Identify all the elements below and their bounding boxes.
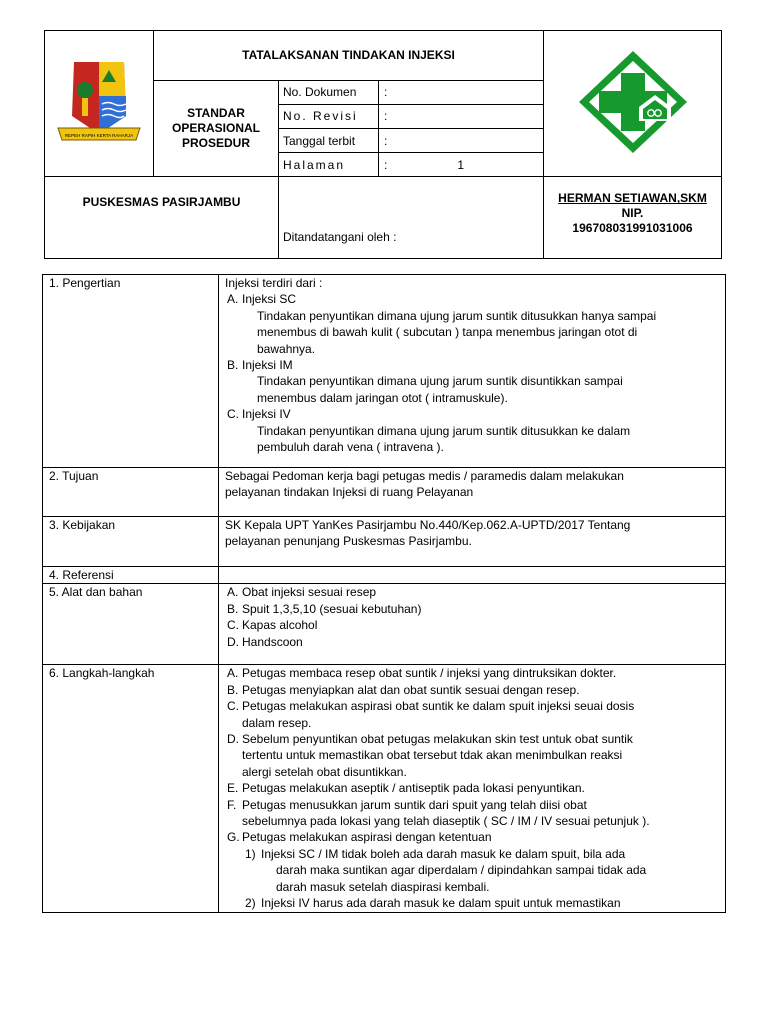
item-line: dalam resep. bbox=[242, 715, 312, 730]
list-item bbox=[225, 682, 720, 698]
signer-nip: 196708031991031006 bbox=[572, 221, 693, 236]
sop-content-table bbox=[42, 274, 726, 913]
equipment-list bbox=[225, 584, 720, 650]
list-item bbox=[225, 665, 720, 681]
list-marker: F. bbox=[227, 797, 237, 812]
item-line: darah masuk setelah diaspirasi kembali. bbox=[276, 879, 490, 894]
list-item bbox=[225, 601, 720, 617]
section-row bbox=[43, 665, 726, 912]
doc-number-label: No. Dokumen bbox=[279, 80, 379, 104]
document-title: TATALAKSANAN TINDAKAN INJEKSI bbox=[154, 31, 544, 81]
regency-logo-cell bbox=[45, 31, 154, 177]
section-row bbox=[43, 517, 726, 567]
item-line: Petugas melakukan aspirasi dengan ketentuan bbox=[242, 830, 492, 845]
regency-shield-icon bbox=[54, 56, 144, 148]
list-marker: C. bbox=[227, 699, 239, 714]
item-line: Sebelum penyuntikan obat petugas melakukan skin test untuk obat suntik bbox=[242, 732, 633, 747]
section-body bbox=[219, 517, 726, 567]
list-marker: B. bbox=[227, 358, 239, 373]
section-row bbox=[43, 468, 726, 517]
section-key: 4. Referensi bbox=[43, 567, 219, 584]
list-marker: C. bbox=[227, 618, 239, 633]
sop-header-table bbox=[44, 30, 722, 259]
item-line: Petugas melakukan aseptik / antiseptik pada lokasi penyuntikan. bbox=[242, 781, 585, 796]
section-line: pelayanan tindakan Injeksi di ruang Pelayanan bbox=[225, 485, 474, 500]
sub-list-item bbox=[225, 846, 720, 895]
list-item bbox=[225, 634, 720, 650]
list-item bbox=[225, 731, 720, 780]
issue-date-value: : bbox=[379, 129, 544, 153]
item-line: Spuit 1,3,5,10 (sesuai kebutuhan) bbox=[242, 601, 422, 616]
item-line: pembuluh darah vena ( intravena ). bbox=[257, 440, 444, 455]
item-line: Petugas melakukan aspirasi obat suntik ke dalam spuit injeksi seuai dosis bbox=[242, 699, 635, 714]
signer-name: HERMAN SETIAWAN,SKM bbox=[558, 191, 707, 206]
list-marker: D. bbox=[227, 732, 239, 747]
sop-label bbox=[154, 80, 279, 177]
regency-motto: REPEH RAPIH KERTA RAHARJA bbox=[64, 133, 134, 139]
item-line: Tindakan penyuntikan dimana ujung jarum suntik ditusukkan ke dalam bbox=[257, 423, 631, 438]
list-item bbox=[225, 291, 720, 357]
list-marker: E. bbox=[227, 781, 239, 796]
section-body bbox=[219, 567, 726, 584]
item-line: Obat injeksi sesuai resep bbox=[242, 585, 377, 600]
section-body bbox=[219, 584, 726, 665]
section-body bbox=[219, 665, 726, 912]
section-line: pelayanan penunjang Puskesmas Pasirjambu. bbox=[225, 534, 472, 549]
list-item bbox=[225, 617, 720, 633]
section-body bbox=[219, 468, 726, 517]
signer-block bbox=[544, 177, 722, 259]
sop-label-line-1: STANDAR bbox=[187, 106, 245, 120]
item-line: Tindakan penyuntikan dimana ujung jarum suntik disuntikkan sampai bbox=[257, 374, 623, 389]
list-marker: A. bbox=[227, 666, 239, 681]
list-item bbox=[225, 698, 720, 731]
list-item bbox=[225, 406, 720, 455]
issue-date-label: Tanggal terbit bbox=[279, 129, 379, 153]
page-number: 1 bbox=[457, 157, 465, 172]
section-row bbox=[43, 275, 726, 468]
doc-number-value: : bbox=[379, 80, 544, 104]
section-key: 1. Pengertian bbox=[43, 275, 219, 468]
section-intro: Injeksi terdiri dari : bbox=[225, 276, 323, 290]
item-line: sebelumnya pada lokasi yang telah diaseptik ( SC / IM / IV sesuai petunjuk ). bbox=[242, 814, 650, 829]
section-row bbox=[43, 567, 726, 584]
item-line: tertentu untuk memastikan obat tersebut tdak akan menimbulkan reaksi bbox=[242, 748, 623, 763]
section-row bbox=[43, 584, 726, 665]
item-line: Injeksi SC / IM tidak boleh ada darah masuk ke dalam spuit, bila ada bbox=[261, 846, 626, 861]
list-item bbox=[225, 357, 720, 406]
item-line: menembus di bawah kulit ( subcutan ) tanpa menembus jaringan otot di bbox=[257, 325, 638, 340]
list-item bbox=[225, 584, 720, 600]
organization-name: PUSKESMAS PASIRJAMBU bbox=[45, 177, 279, 259]
item-line: darah maka suntikan agar diperdalam / dipindahkan sampai tidak ada bbox=[276, 863, 647, 878]
puskesmas-logo-cell bbox=[544, 31, 722, 177]
steps-list bbox=[225, 665, 720, 911]
list-marker: 1) bbox=[245, 846, 256, 861]
item-line: Kapas alcohol bbox=[242, 618, 318, 633]
list-marker: G. bbox=[227, 830, 240, 845]
list-marker: A. bbox=[227, 585, 239, 600]
list-item bbox=[225, 797, 720, 830]
list-marker: B. bbox=[227, 601, 239, 616]
revision-value: : bbox=[379, 104, 544, 128]
sub-list-item bbox=[225, 895, 720, 911]
item-line: menembus dalam jaringan otot ( intramuskule). bbox=[257, 390, 508, 405]
item-line: Injeksi IV harus ada darah masuk ke dalam spuit untuk memastikan bbox=[261, 896, 621, 911]
page-value bbox=[379, 153, 544, 177]
signed-by-label: Ditandatangani oleh : bbox=[279, 177, 544, 259]
sub-steps-list bbox=[225, 846, 720, 912]
list-item bbox=[225, 780, 720, 796]
page-colon: : bbox=[384, 157, 388, 172]
section-key: 2. Tujuan bbox=[43, 468, 219, 517]
item-line: Petugas menyiapkan alat dan obat suntik sesuai dengan resep. bbox=[242, 682, 580, 697]
page-label: Halaman bbox=[279, 153, 379, 177]
section-body bbox=[219, 275, 726, 468]
item-line: Petugas membaca resep obat suntik / injeksi yang dintruksikan dokter. bbox=[242, 666, 617, 681]
list-marker: A. bbox=[227, 292, 239, 307]
item-line: bawahnya. bbox=[257, 341, 316, 356]
sop-label-line-3: PROSEDUR bbox=[181, 136, 250, 150]
list-marker: C. bbox=[227, 407, 239, 422]
item-title: Injeksi SC bbox=[242, 292, 297, 307]
section-line: SK Kepala UPT YanKes Pasirjambu No.440/Kep.062.A-UPTD/2017 Tentang bbox=[225, 518, 631, 532]
section-key: 5. Alat dan bahan bbox=[43, 584, 219, 665]
definition-list bbox=[225, 291, 720, 455]
signer-nip-label: NIP. bbox=[621, 206, 644, 221]
item-line: Petugas menusukkan jarum suntik dari spuit yang telah diisi obat bbox=[242, 797, 587, 812]
item-line: Tindakan penyuntikan dimana ujung jarum suntik ditusukkan hanya sampai bbox=[257, 308, 657, 323]
item-title: Injeksi IV bbox=[242, 407, 291, 422]
section-key: 3. Kebijakan bbox=[43, 517, 219, 567]
list-marker: B. bbox=[227, 682, 239, 697]
item-line: alergi setelah obat disuntikkan. bbox=[242, 764, 407, 779]
list-item bbox=[225, 829, 720, 911]
list-marker: 2) bbox=[245, 896, 256, 911]
list-marker: D. bbox=[227, 634, 239, 649]
section-key: 6. Langkah-langkah bbox=[43, 665, 219, 912]
revision-label: No. Revisi bbox=[279, 104, 379, 128]
item-title: Injeksi IM bbox=[242, 358, 293, 373]
item-line: Handscoon bbox=[242, 634, 303, 649]
section-line: Sebagai Pedoman kerja bagi petugas medis / paramedis dalam melakukan bbox=[225, 469, 624, 483]
puskesmas-cross-icon bbox=[573, 47, 693, 157]
sop-label-line-2: OPERASIONAL bbox=[171, 121, 260, 135]
